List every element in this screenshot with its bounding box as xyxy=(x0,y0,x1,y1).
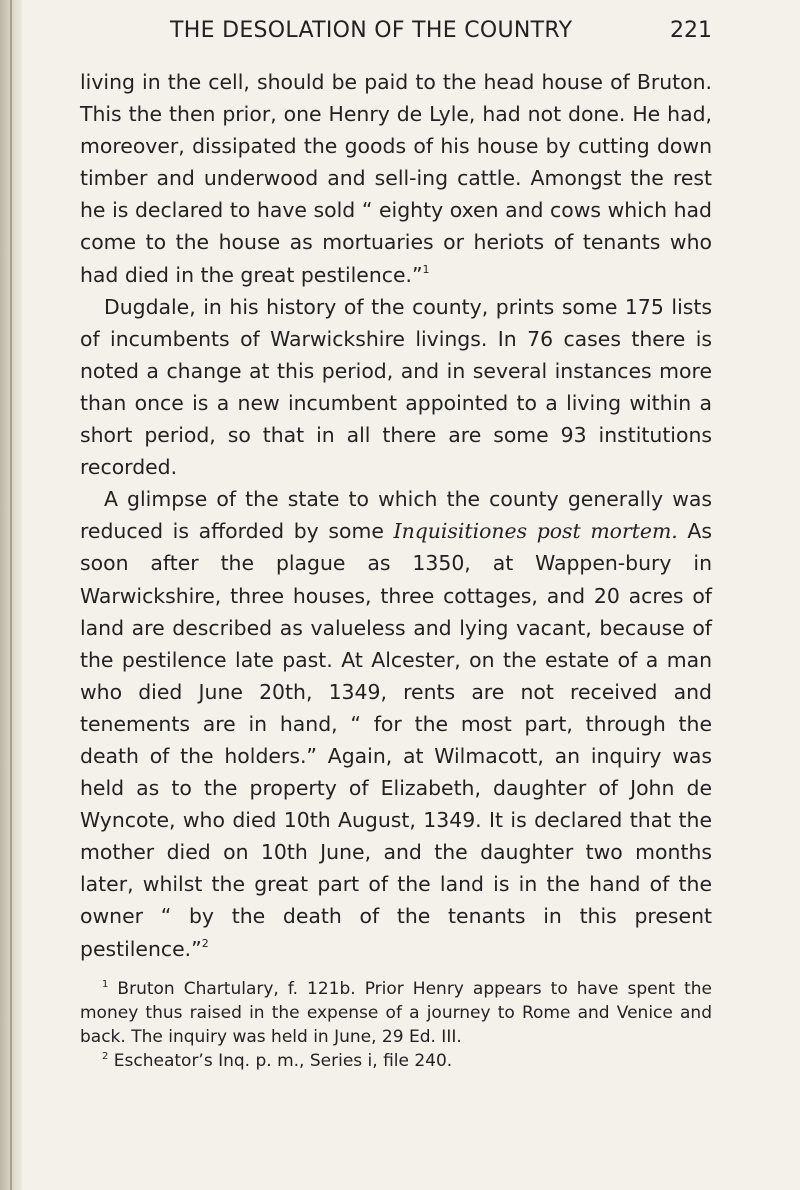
page-header xyxy=(80,14,712,54)
footnote-1 xyxy=(80,977,712,1049)
footnote-1-text: Bruton Chartulary, f. 121b. Prior Henry appears to have spent the money thus raised in the expense of a journey to Rome and Venice and back. The inquiry was held in June, 29 Ed. III. xyxy=(80,978,712,1047)
paragraph-1 xyxy=(80,66,712,291)
binding-gutter xyxy=(0,0,22,1190)
gutter-shadow-line xyxy=(10,0,12,1190)
paragraph-3-text-b: As soon after the plague as 1350, at Wappen-bury in Warwickshire, three houses, three cottages, and 20 acres of land are described as valueless and lying vacant, because of the pestilence late past. At Alcester, on the estate of a man who died June 20th, 1349, rents are not received and tenements are in hand, “ for the most part, through the death of the holders.” Again, at Wilmacott, an inquiry was held as to the property of Elizabeth, daughter of John de Wyncote, who died 10th August, 1349. It is declared that the mother died on 10th June, and the daughter two months later, whilst the great part of the land is in the hand of the owner “ by the death of the tenants in this present pestilence.” xyxy=(80,519,712,961)
body-text xyxy=(80,66,712,965)
book-page xyxy=(80,14,712,1073)
paragraph-3 xyxy=(80,483,712,964)
paragraph-1-text: living in the cell, should be paid to the head house of Bruton. This the then prior, one Henry de Lyle, had not done. He had, moreover, dissipated the goods of his house by cutting down timber and underwood and sell-ing cattle. Amongst the rest he is declared to have sold “ eighty oxen and cows which had come to the house as mortuaries or heriots of tenants who had died in the great pestilence.” xyxy=(80,70,712,287)
footnote-2-mark: 2 xyxy=(102,1050,109,1062)
footnote-1-mark: 1 xyxy=(102,978,109,990)
paragraph-2: Dugdale, in his history of the county, prints some 175 lists of incumbents of Warwickshire livings. In 76 cases there is noted a change at this period, and in several instances more than once is a new incumbent appointed to a living within a short period, so that in all there are some 93 institutions recorded. xyxy=(80,294,712,480)
paragraph-3-text-a: A glimpse of the state to which the county generally was reduced is afforded by some xyxy=(80,487,712,544)
page-number: 221 xyxy=(670,18,712,43)
paragraph-3-italic: Inquisitiones post mortem. xyxy=(393,519,678,544)
running-title: THE DESOLATION OF THE COUNTRY xyxy=(170,18,573,43)
footnote-ref-2: 2 xyxy=(201,936,209,950)
footnotes xyxy=(80,977,712,1073)
footnote-2 xyxy=(80,1049,712,1073)
footnote-ref-1: 1 xyxy=(422,262,430,276)
footnote-2-text: Escheator’s Inq. p. m., Series i, file 240. xyxy=(113,1050,453,1071)
